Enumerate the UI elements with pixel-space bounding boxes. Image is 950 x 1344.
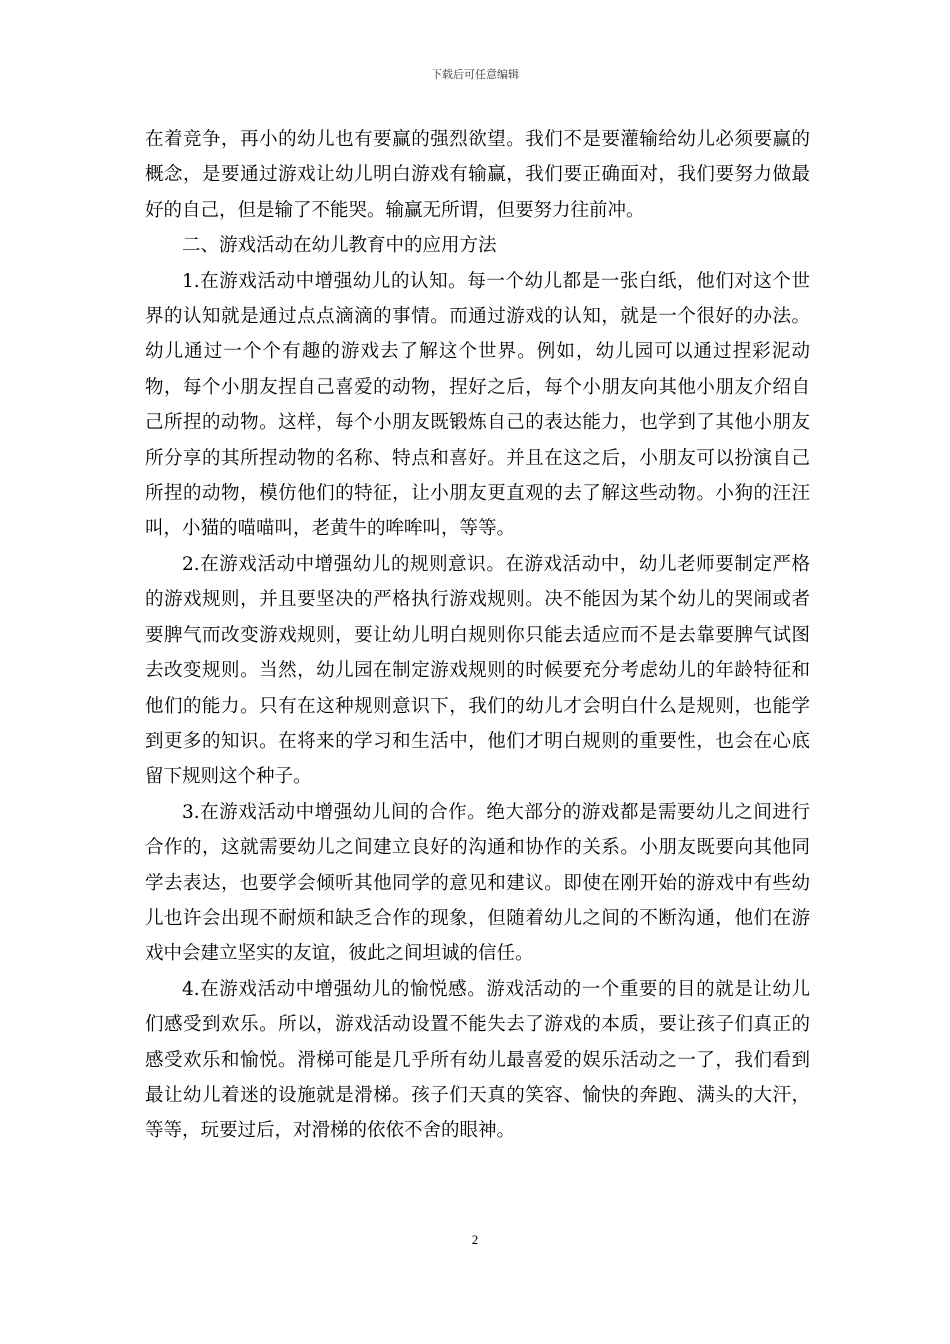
paragraph-4: 3.在游戏活动中增强幼儿间的合作。绝大部分的游戏都是需要幼儿之间进行合作的，这就需要幼儿之间建立良好的沟通和协作的关系。小朋友既要向其他同学去表达，也要学会倾听其他同学的意见和建议。即使在刚开始的游戏中有些幼儿也许会出现不耐烦和缺乏合作的现象，但随着幼儿之间的不断沟通，他们在游戏中会建立坚实的友谊，彼此之间坦诚的信任。 (145, 801, 810, 965)
section-heading: 二、游戏活动在幼儿教育中的应用方法 (182, 235, 497, 257)
body-text (145, 122, 810, 1149)
page-header: 下载后可任意编辑 (431, 68, 519, 81)
paragraph-5: 4.在游戏活动中增强幼儿的愉悦感。游戏活动的一个重要的目的就是让幼儿们感受到欢乐。所以，游戏活动设置不能失去了游戏的本质，要让孩子们真正的感受欢乐和愉悦。滑梯可能是几乎所有幼儿最喜爱的娱乐活动之一了，我们看到最让幼儿着迷的设施就是滑梯。孩子们天真的笑容、愉快的奔跑、满头的大汗，等等，玩要过后，对滑梯的依依不舍的眼神。 (145, 978, 810, 1142)
paragraph-2: 1.在游戏活动中增强幼儿的认知。每一个幼儿都是一张白纸，他们对这个世界的认知就是通过点点滴滴的事情。而通过游戏的认知，就是一个很好的办法。幼儿通过一个个有趣的游戏去了解这个世界。例如，幼儿园可以通过捏彩泥动物，每个小朋友捏自己喜爱的动物，捏好之后，每个小朋友向其他小朋友介绍自己所捏的动物。这样，每个小朋友既锻炼自己的表达能力，也学到了其他小朋友所分享的其所捏动物的名称、特点和喜好。并且在这之后，小朋友可以扮演自己所捏的动物，模仿他们的特征，让小朋友更直观的去了解这些动物。小狗的汪汪叫，小猫的喵喵叫，老黄牛的哞哞叫，等等。 (145, 270, 810, 540)
paragraph-1: 在着竞争，再小的幼儿也有要赢的强烈欲望。我们不是要灌输给幼儿必须要赢的概念，是要通过游戏让幼儿明白游戏有输赢，我们要正确面对，我们要努力做最好的自己，但是输了不能哭。输赢无所谓，但要努力往前冲。 (145, 129, 810, 221)
paragraph-3: 2.在游戏活动中增强幼儿的规则意识。在游戏活动中，幼儿老师要制定严格的游戏规则，并且要坚决的严格执行游戏规则。决不能因为某个幼儿的哭闹或者要脾气而改变游戏规则，要让幼儿明白规则你只能去适应而不是去靠要脾气试图去改变规则。当然，幼儿园在制定游戏规则的时候要充分考虑幼儿的年龄特征和他们的能力。只有在这种规则意识下，我们的幼儿才会明白什么是规则，也能学到更多的知识。在将来的学习和生活中，他们才明白规则的重要性，也会在心底留下规则这个种子。 (145, 553, 810, 788)
page-number: 2 (471, 1232, 479, 1247)
